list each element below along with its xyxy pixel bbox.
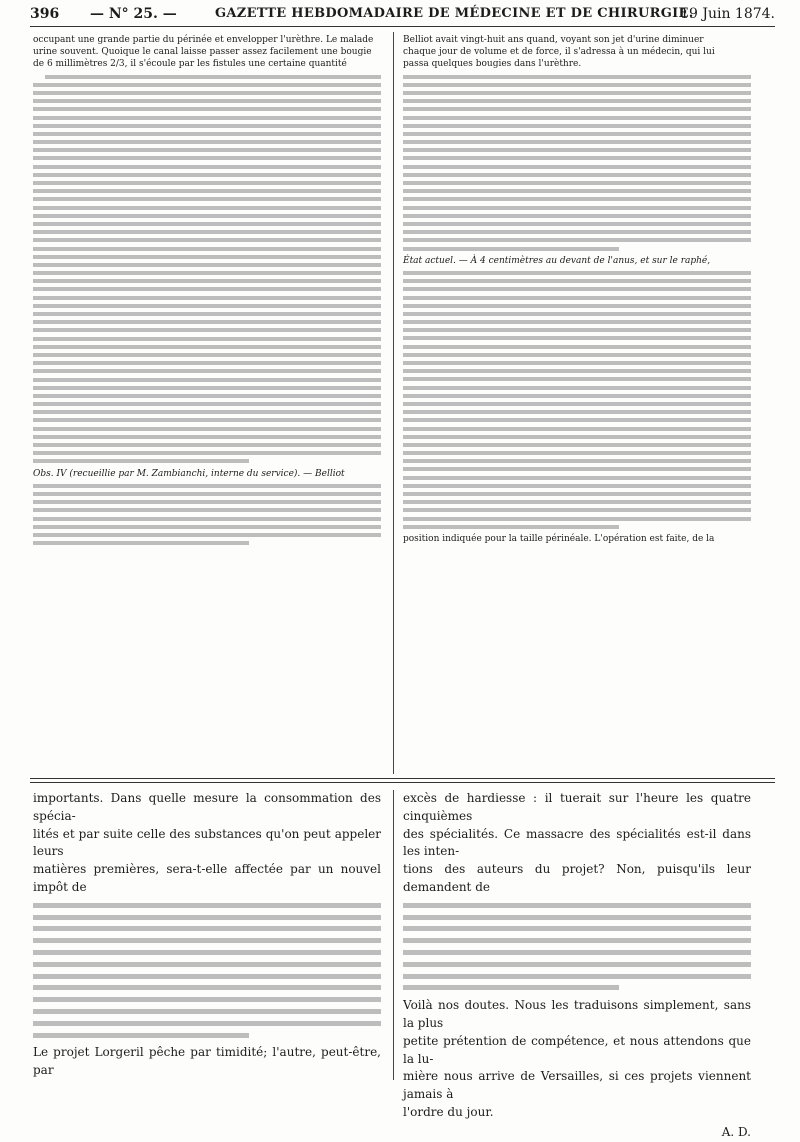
placeholder-line <box>33 459 249 463</box>
placeholder-line <box>33 435 381 439</box>
placeholder-line <box>33 541 249 545</box>
placeholder-line <box>33 222 381 226</box>
placeholder-line <box>403 148 751 152</box>
placeholder-line <box>403 500 751 504</box>
placeholder-line <box>403 915 751 920</box>
journal-title: GAZETTE HEBDOMADAIRE DE MÉDECINE ET DE CHIRURGIE. <box>215 6 694 21</box>
text-line: des spécialités. Ce massacre des spécialités est-il dans les inten- <box>403 826 751 859</box>
placeholder-line <box>403 394 751 398</box>
placeholder-line <box>33 962 381 967</box>
placeholder-line <box>33 938 381 943</box>
placeholder-line <box>33 394 381 398</box>
placeholder-line <box>33 279 381 283</box>
placeholder-line <box>33 91 381 95</box>
placeholder-line <box>33 99 381 103</box>
placeholder-line <box>33 189 381 193</box>
placeholder-line <box>33 140 381 144</box>
placeholder-line <box>403 91 751 95</box>
right-column-top <box>403 34 751 770</box>
placeholder-line <box>33 378 381 382</box>
text-line: Obs. IV (recueillie par M. Zambianchi, interne du service). — Belliot <box>33 468 345 479</box>
text-line: l'ordre du jour. <box>403 1104 494 1119</box>
right-column-bottom <box>403 790 751 1139</box>
placeholder-line <box>403 312 751 316</box>
placeholder-line <box>33 903 381 908</box>
placeholder-line <box>33 116 381 120</box>
placeholder-line <box>403 467 751 471</box>
placeholder-line <box>403 435 751 439</box>
section-rule <box>30 778 775 783</box>
placeholder-line <box>33 361 381 365</box>
placeholder-line <box>33 525 381 529</box>
placeholder-line <box>403 476 751 480</box>
placeholder-line <box>403 222 751 226</box>
placeholder-line <box>33 238 381 242</box>
text-line: mière nous arrive de Versailles, si ces projets viennent jamais à <box>403 1069 751 1102</box>
placeholder-line <box>403 451 751 455</box>
placeholder-line <box>33 312 381 316</box>
placeholder-line <box>403 336 751 340</box>
placeholder-line <box>33 320 381 324</box>
placeholder-line <box>33 353 381 357</box>
placeholder-line <box>403 508 751 512</box>
text-line: matières premières, sera-t-elle affectée par un nouvel impôt de <box>33 862 381 894</box>
placeholder-line <box>33 418 381 422</box>
placeholder-line <box>403 377 751 381</box>
placeholder-line <box>403 369 751 373</box>
placeholder-line <box>33 517 381 521</box>
placeholder-line <box>33 443 381 447</box>
placeholder-line <box>33 328 381 332</box>
column-divider-bottom <box>393 790 394 1080</box>
placeholder-line <box>403 165 751 169</box>
left-column-top <box>33 34 381 770</box>
placeholder-line <box>33 451 381 455</box>
placeholder-line <box>403 525 619 529</box>
placeholder-line <box>403 116 751 120</box>
placeholder-line <box>33 427 381 431</box>
placeholder-line <box>33 83 381 87</box>
placeholder-line <box>33 181 381 185</box>
placeholder-line <box>33 369 381 373</box>
placeholder-line <box>403 181 751 185</box>
placeholder-block <box>403 271 751 529</box>
placeholder-line <box>403 279 751 283</box>
placeholder-block <box>403 903 751 991</box>
placeholder-block <box>33 903 381 1038</box>
placeholder-line <box>403 328 751 332</box>
placeholder-line <box>33 508 381 512</box>
signature: A. D. <box>721 1124 751 1139</box>
placeholder-line <box>403 75 751 79</box>
text-line: tions des auteurs du projet? Non, puisqu'ils leur demandent de <box>403 862 751 894</box>
placeholder-line <box>33 206 381 210</box>
placeholder-line <box>403 926 751 931</box>
placeholder-block <box>33 75 381 464</box>
placeholder-line <box>33 345 381 349</box>
placeholder-line <box>403 402 751 406</box>
text-line: excès de hardiesse : il tuerait sur l'heure les quatre cinquièmes <box>403 791 751 823</box>
placeholder-line <box>403 492 751 496</box>
placeholder-block <box>403 75 751 251</box>
placeholder-line <box>403 173 751 177</box>
placeholder-line <box>403 950 751 955</box>
placeholder-line <box>403 124 751 128</box>
placeholder-line <box>403 418 751 422</box>
placeholder-line <box>33 1033 249 1038</box>
placeholder-line <box>403 974 751 979</box>
placeholder-line <box>403 938 751 943</box>
placeholder-line <box>33 214 381 218</box>
placeholder-line <box>403 230 751 234</box>
left-column-bottom <box>33 790 381 1080</box>
placeholder-line <box>403 427 751 431</box>
placeholder-line <box>403 517 751 521</box>
placeholder-line <box>403 132 751 136</box>
placeholder-line <box>33 304 381 308</box>
placeholder-line <box>403 287 751 291</box>
placeholder-line <box>33 926 381 931</box>
placeholder-line <box>33 296 381 300</box>
placeholder-line <box>33 484 381 488</box>
placeholder-line <box>33 492 381 496</box>
placeholder-line <box>33 402 381 406</box>
placeholder-line <box>33 997 381 1002</box>
placeholder-line <box>33 107 381 111</box>
text-line: État actuel. — À 4 centimètres au devant de l'anus, et sur le raphé, <box>403 255 711 266</box>
placeholder-line <box>403 197 751 201</box>
text-line: Belliot avait vingt-huit ans quand, voyant son jet d'urine diminuer <box>403 35 704 45</box>
placeholder-line <box>403 410 751 414</box>
placeholder-line <box>33 985 381 990</box>
placeholder-line <box>403 140 751 144</box>
issue-date: 19 Juin 1874. <box>680 6 775 22</box>
placeholder-line <box>33 386 381 390</box>
placeholder-line <box>403 304 751 308</box>
placeholder-line <box>403 443 751 447</box>
placeholder-line <box>33 197 381 201</box>
placeholder-line <box>33 287 381 291</box>
placeholder-line <box>403 214 751 218</box>
placeholder-line <box>403 83 751 87</box>
placeholder-line <box>33 173 381 177</box>
running-head <box>30 2 775 27</box>
text-line: occupant une grande partie du périnée et envelopper l'urèthre. Le malade <box>33 35 374 45</box>
placeholder-line <box>403 247 619 251</box>
placeholder-line <box>403 238 751 242</box>
placeholder-line <box>33 271 381 275</box>
placeholder-line <box>403 271 751 275</box>
text-line: importants. Dans quelle mesure la consommation des spécia- <box>33 791 381 823</box>
placeholder-line <box>33 148 381 152</box>
placeholder-line <box>45 75 381 79</box>
text-line: Voilà nos doutes. Nous les traduisons simplement, sans la plus <box>403 998 751 1030</box>
column-divider <box>393 32 394 774</box>
placeholder-line <box>33 132 381 136</box>
placeholder-line <box>403 189 751 193</box>
placeholder-line <box>33 247 381 251</box>
placeholder-line <box>33 337 381 341</box>
placeholder-block <box>33 484 381 545</box>
placeholder-line <box>33 255 381 259</box>
placeholder-line <box>33 165 381 169</box>
placeholder-line <box>33 500 381 504</box>
placeholder-line <box>33 1021 381 1026</box>
placeholder-line <box>33 156 381 160</box>
placeholder-line <box>33 410 381 414</box>
text-line: passa quelques bougies dans l'urèthre. <box>403 59 582 70</box>
placeholder-line <box>33 950 381 955</box>
text-line: Le projet Lorgeril pêche par timidité; l'autre, peut-être, par <box>33 1045 381 1078</box>
placeholder-line <box>403 156 751 160</box>
issue-number: — N° 25. — <box>90 6 177 22</box>
placeholder-line <box>33 533 381 537</box>
placeholder-line <box>33 263 381 267</box>
placeholder-line <box>33 915 381 920</box>
placeholder-line <box>403 962 751 967</box>
text-line: urine souvent. Quoique le canal laisse passer assez facilement une bougie <box>33 47 372 58</box>
placeholder-line <box>403 206 751 210</box>
placeholder-line <box>33 124 381 128</box>
placeholder-line <box>33 974 381 979</box>
placeholder-line <box>403 386 751 390</box>
text-line: lités et par suite celle des substances qu'on peut appeler leurs <box>33 826 381 859</box>
placeholder-line <box>403 345 751 349</box>
placeholder-line <box>403 985 619 990</box>
placeholder-line <box>403 296 751 300</box>
placeholder-line <box>403 107 751 111</box>
text-line: chaque jour de volume et de force, il s'adressa à un médecin, qui lui <box>403 47 715 58</box>
placeholder-line <box>403 353 751 357</box>
placeholder-line <box>403 99 751 103</box>
placeholder-line <box>403 903 751 908</box>
placeholder-line <box>33 1009 381 1014</box>
placeholder-line <box>403 361 751 365</box>
text-line: position indiquée pour la taille périnéale. L'opération est faite, de la <box>403 533 715 544</box>
placeholder-line <box>403 459 751 463</box>
placeholder-line <box>403 320 751 324</box>
placeholder-line <box>33 230 381 234</box>
text-line: petite prétention de compétence, et nous attendons que la lu- <box>403 1033 751 1066</box>
page-number: 396 <box>30 6 60 22</box>
placeholder-line <box>403 484 751 488</box>
text-line: de 6 millimètres 2/3, il s'écoule par les fistules une certaine quantité <box>33 59 347 70</box>
